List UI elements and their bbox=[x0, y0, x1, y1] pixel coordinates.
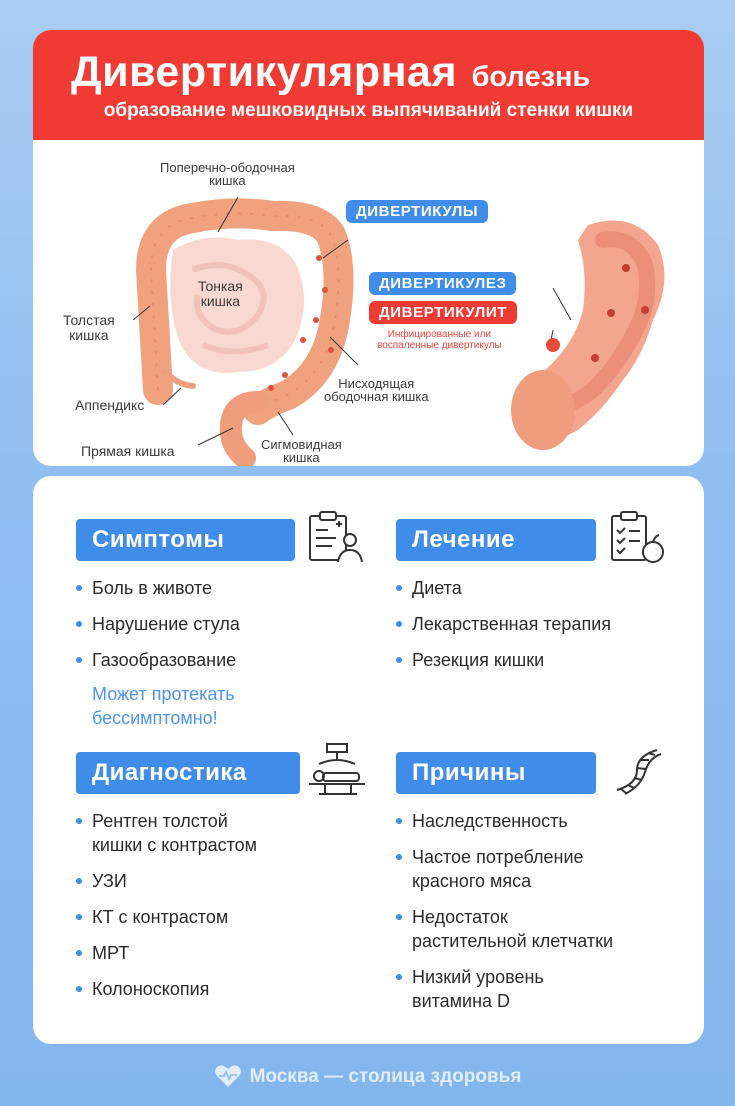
heart-logo-icon bbox=[214, 1064, 242, 1088]
title-row bbox=[71, 48, 590, 97]
section-symptoms-title: Симптомы bbox=[76, 519, 295, 561]
label-small-text: Тонкая кишка bbox=[198, 278, 243, 309]
asymptomatic-note: Может протекать бессимптомно! bbox=[92, 684, 235, 728]
checklist-apple-icon bbox=[609, 510, 667, 566]
symptoms-list bbox=[76, 576, 336, 684]
list-item: МРТ bbox=[76, 941, 336, 965]
footer-text: Москва — столица здоровья bbox=[249, 1066, 522, 1087]
pill-diverticulitis: ДИВЕРТИКУЛИТ bbox=[369, 301, 517, 324]
rectum-shape bbox=[231, 402, 258, 458]
dna-icon bbox=[611, 744, 663, 796]
page-title: Дивертикулярная bbox=[71, 48, 458, 96]
causes-list bbox=[396, 809, 686, 1025]
label-small-intestine bbox=[198, 279, 243, 309]
label-sigmoid-text: Сигмовидная кишка bbox=[261, 437, 342, 465]
colon-illustration bbox=[33, 140, 704, 466]
page-subtitle: образование мешковидных выпячиваний стенки кишки bbox=[103, 100, 634, 121]
section-causes-title: Причины bbox=[396, 752, 596, 794]
label-transverse-text: Поперечно-ободочная кишка bbox=[160, 160, 295, 188]
illustration-area bbox=[33, 140, 704, 466]
list-item: Низкий уровень витамина D bbox=[396, 965, 686, 1013]
title-banner bbox=[33, 30, 704, 140]
info-card bbox=[33, 476, 704, 1044]
list-item: Диета bbox=[396, 576, 686, 600]
label-appendix: Аппендикс bbox=[75, 397, 145, 413]
zoomed-colon-section bbox=[511, 221, 664, 451]
list-item: Боль в животе bbox=[76, 576, 336, 600]
list-item: Нарушение стула bbox=[76, 612, 336, 636]
list-item: Газообразование bbox=[76, 648, 336, 672]
label-sigmoid bbox=[261, 438, 342, 464]
list-item: КТ с контрастом bbox=[76, 905, 336, 929]
label-descending-text: Нисходящая ободочная кишка bbox=[324, 376, 429, 404]
clipboard-doctor-icon bbox=[306, 510, 366, 564]
diagnostics-list bbox=[76, 809, 336, 1013]
list-item: Колоноскопия bbox=[76, 977, 336, 1001]
pill-diverticulosis: ДИВЕРТИКУЛЕЗ bbox=[369, 272, 516, 295]
list-item: Частое потребление красного мяса bbox=[396, 845, 686, 893]
list-item: Лекарственная терапия bbox=[396, 612, 686, 636]
section-treatment-title: Лечение bbox=[396, 519, 596, 561]
ct-scanner-icon bbox=[305, 742, 367, 798]
page-title-suffix: болезнь bbox=[471, 61, 591, 93]
pill-diverticula: ДИВЕРТИКУЛЫ bbox=[346, 200, 488, 223]
label-rectum: Прямая кишка bbox=[81, 443, 175, 459]
section-diagnostics-title: Диагностика bbox=[76, 752, 300, 794]
list-item: УЗИ bbox=[76, 869, 336, 893]
label-descending bbox=[324, 377, 429, 403]
diverticulitis-note bbox=[377, 329, 502, 351]
label-transverse-colon bbox=[160, 161, 295, 187]
treatment-list bbox=[396, 576, 686, 684]
label-large-intestine bbox=[63, 313, 115, 343]
label-large-text: Толстая кишка bbox=[63, 312, 115, 343]
footer bbox=[0, 1064, 735, 1088]
list-item: Резекция кишки bbox=[396, 648, 686, 672]
diverticulitis-note-text: Инфицированные или воспаленные дивертикулы bbox=[377, 329, 502, 351]
list-item: Наследственность bbox=[396, 809, 686, 833]
list-item: Недостаток растительной клетчатки bbox=[396, 905, 686, 953]
top-card bbox=[33, 30, 704, 466]
list-item: Рентген толстой кишки с контрастом bbox=[76, 809, 336, 857]
